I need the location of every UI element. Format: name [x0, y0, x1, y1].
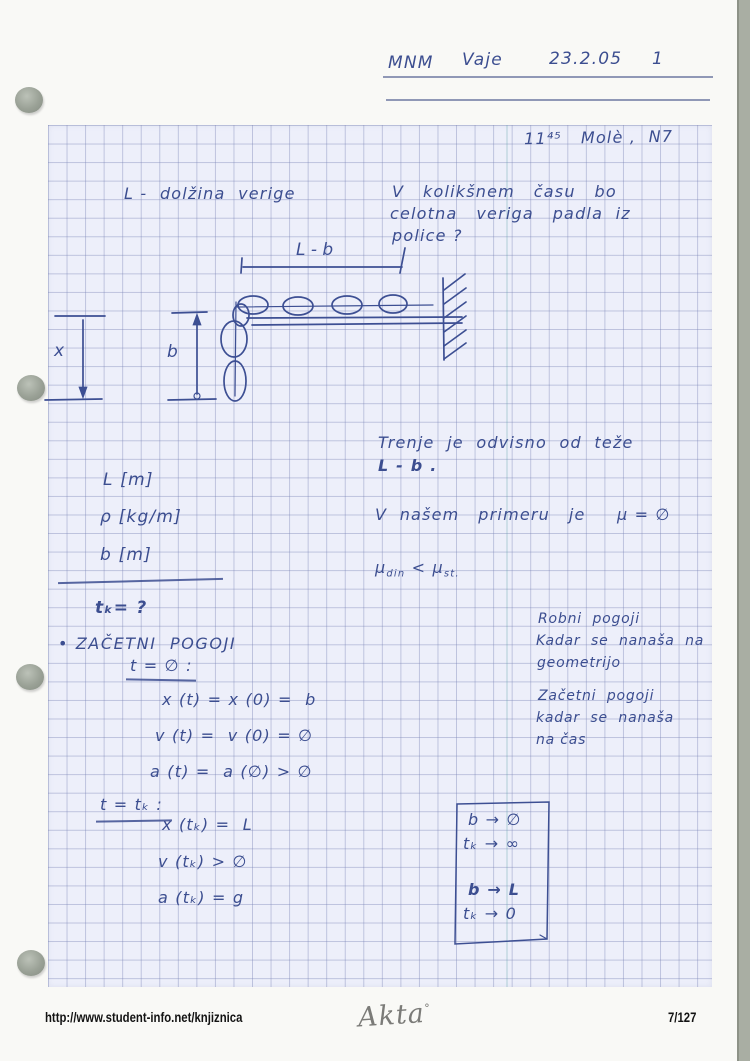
corner-time-note: 11⁴⁵ Molè , N7	[523, 126, 674, 149]
quantity-density: ρ [kg/m]	[100, 507, 182, 527]
akta-logo: Akta°	[357, 997, 432, 1034]
footer-url: http://www.student-info.net/knjiznica	[45, 1010, 243, 1025]
header-session: Vaje	[462, 50, 503, 70]
dim-label: L - b	[296, 240, 334, 260]
question-line-1: V kolikšnem času bo	[392, 182, 617, 201]
initial-eq-position: x (t) = x (0) = b	[162, 690, 317, 709]
boundary-note-line2: Kadar se nanaša na	[536, 633, 705, 649]
boundary-note-line3: geometrijo	[537, 655, 621, 671]
box-case-tk-inf: tₖ → ∞	[463, 834, 521, 853]
quantity-length: L [m]	[103, 470, 154, 490]
quantity-b: b [m]	[100, 545, 153, 565]
initial-note-line1: Začetni pogoji	[538, 688, 655, 704]
chain-length-label: L - dolžina verige	[124, 184, 296, 203]
question-line-2: celotna veriga padla iz	[390, 204, 631, 223]
initial-note-line2: kadar se nanaša	[536, 710, 674, 726]
b-measure-label: b	[167, 342, 178, 362]
punch-hole	[15, 87, 43, 113]
header-date: 23.2.05	[549, 49, 623, 69]
header-rule	[386, 99, 710, 101]
initial-eq-velocity: v (t) = v (0) = ∅	[155, 726, 314, 745]
chain-shelf-diagram	[40, 228, 485, 423]
footer-page-number: 7/127	[668, 1010, 697, 1025]
friction-note-line1: Trenje je odvisno od teže	[378, 433, 634, 452]
mu-case-note: V našem primeru je μ = ∅	[375, 505, 671, 524]
mu-dynamic: μ	[375, 558, 387, 577]
final-eq-acceleration: a (tₖ) = g	[158, 888, 245, 907]
scan-edge	[737, 0, 750, 1061]
header-page-number: 1	[652, 49, 665, 69]
punch-hole	[17, 950, 45, 976]
punch-hole	[16, 664, 44, 690]
x-measure-label: x	[54, 341, 65, 361]
header-rule	[383, 76, 713, 78]
logo-mark: °	[423, 1001, 432, 1015]
mu-inequality: $\mu_{din} < \mu_{st.}$	[375, 558, 460, 580]
initial-note-line3: na čas	[536, 732, 587, 748]
final-eq-velocity: v (tₖ) > ∅	[158, 852, 248, 871]
box-case-b-zero: b → ∅	[468, 810, 522, 829]
header-course: MNM	[388, 53, 434, 73]
friction-note-line2: L - b .	[378, 456, 438, 475]
final-time-label: t = tₖ :	[100, 795, 164, 814]
box-case-tk-zero: tₖ → 0	[463, 904, 518, 923]
tk-question: tₖ= ?	[95, 598, 148, 618]
boundary-note-line1: Robni pogoji	[538, 611, 640, 627]
question-line-3: police ?	[392, 226, 463, 245]
initial-time-label: t = ∅ :	[130, 656, 193, 675]
initial-eq-acceleration: a (t) = a (∅) > ∅	[150, 762, 313, 781]
mu-static: μ	[432, 558, 444, 577]
initial-conditions-title: • ZAČETNI POGOJI	[58, 634, 237, 653]
box-case-b-L: b → L	[468, 880, 521, 899]
final-eq-position: x (tₖ) = L	[162, 815, 253, 834]
